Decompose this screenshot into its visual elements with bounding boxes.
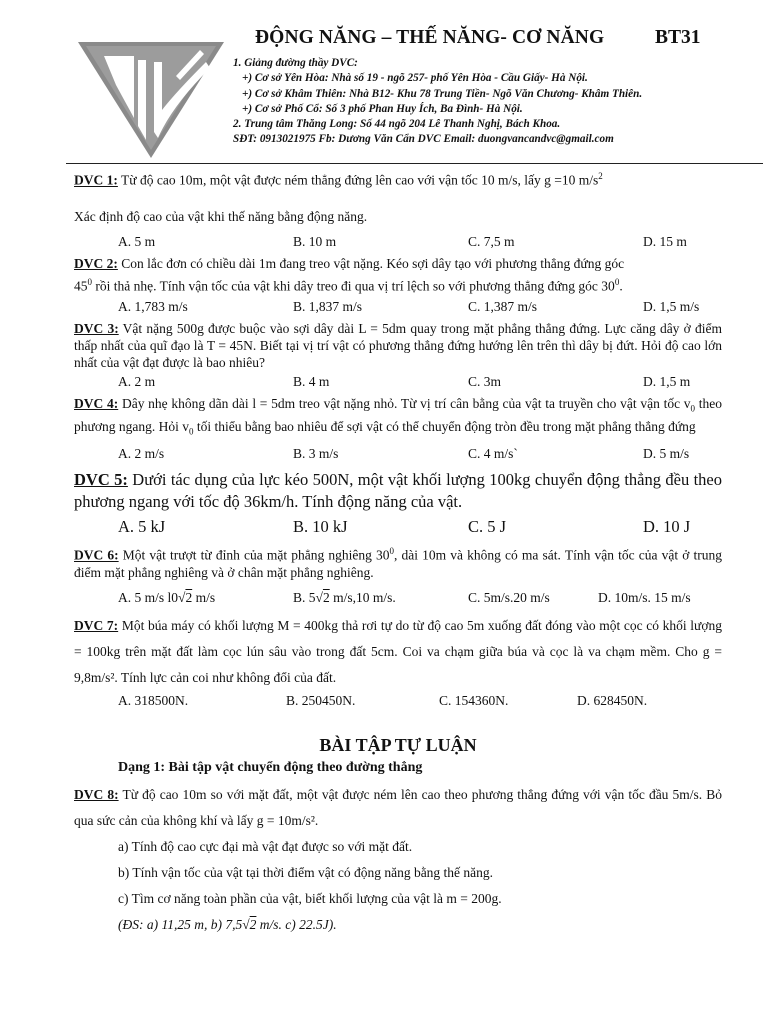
section-title: BÀI TẬP TỰ LUẬN xyxy=(319,734,477,755)
question-label: DVC 3: xyxy=(74,321,119,336)
options-row xyxy=(74,297,722,317)
option-d: D. 628450N. xyxy=(577,692,648,708)
option-c: C. 5m/s.20 m/s xyxy=(468,589,550,605)
question-8: DVC 8: Từ độ cao 10m so với mặt đất, một vật được ném lên cao theo phương thẳng đứng với vận tốc đầu 5m/s. Bỏ qua sức cản của không khí và lấy g = 10m/s². xyxy=(74,786,722,828)
header-line: +) Cơ sở Khâm Thiên: Nhà B12- Khu 78 Trung Tiền- Ngõ Văn Chương- Khâm Thiên. xyxy=(242,87,643,100)
question-label: DVC 6: xyxy=(74,547,119,563)
option-a: A. 5 m xyxy=(118,233,156,249)
question-8-part-b: b) Tính vận tốc của vật tại thời điểm vật có động năng bằng thế năng. xyxy=(118,864,494,880)
option-d: D. 10 J xyxy=(643,517,691,537)
option-b: B. 3 m/s xyxy=(293,446,339,462)
option-c: C. 7,5 m xyxy=(468,233,515,249)
dvc-logo-icon xyxy=(76,40,226,160)
header-line: 1. Giảng đường thầy DVC: xyxy=(233,57,358,69)
question-label: DVC 7: xyxy=(74,617,119,633)
question-8-part-a: a) Tính độ cao cực đại mà vật đạt được so với mặt đất. xyxy=(118,838,413,854)
option-a: A. 2 m/s xyxy=(118,446,165,462)
question-7: DVC 7: Một búa máy có khối lượng M = 400kg thả rơi tự do từ độ cao 5m xuống đất đóng vào một cọc có khối lượng = 100kg trên mặt đất làm cọc lún sâu vào trong đất 5cm. Coi va chạm giữa búa và cọc là va chạm mềm. Cho g = 9,8m/s². Tính lực cản coi như không đổi của đất. xyxy=(74,617,723,685)
option-b: B. 250450N. xyxy=(286,692,356,708)
options-row xyxy=(74,588,722,608)
option-b: B. 5√2 m/s,10 m/s. xyxy=(293,589,396,605)
option-d: D. 1,5 m/s xyxy=(643,299,700,314)
option-b: B. 1,837 m/s xyxy=(293,299,363,314)
option-c: C. 1,387 m/s xyxy=(468,299,538,314)
question-1: DVC 1: Từ độ cao 10m, một vật được ném thẳng đứng lên cao với vận tốc 10 m/s, lấy g =10 $m/s^2$ xyxy=(74,171,603,188)
exercise-code: BT31 xyxy=(655,27,701,48)
question-list xyxy=(74,168,722,938)
question-text-cont: Xác định độ cao của vật khi thế năng bằng động năng. xyxy=(74,208,368,224)
header-line: 2. Trung tâm Thăng Long: Số 44 ngõ 204 Lê Thanh Nghị, Bách Khoa. xyxy=(233,118,561,131)
section-subtitle: Dạng 1: Bài tập vật chuyển động theo đường thẳng xyxy=(118,759,423,775)
question-label: DVC 2: xyxy=(74,255,118,271)
options-row xyxy=(74,444,722,464)
question-8-part-c: c) Tìm cơ năng toàn phần của vật, biết khối lượng của vật là m = 200g. xyxy=(118,890,502,906)
question-6: DVC 6: Một vật trượt từ đỉnh của mặt phẳng nghiêng $30^0$, dài 10m và không có ma sát. Tính vận tốc của vật ở trung điểm mặt phẳng nghiêng và ở chân mặt phẳng nghiêng. xyxy=(74,546,722,580)
question-label: DVC 1: xyxy=(74,172,118,188)
options-row xyxy=(74,232,722,252)
option-d: D. 1,5 m xyxy=(643,374,691,389)
question-3: DVC 3: Vật nặng 500g được buộc vào sợi dây dài L = 5dm quay trong mặt phẳng thẳng đứng. Lực căng dây ở điểm thấp nhất của quĩ đạo là T = 45N. Biết tại vị trí vật có phương thẳng đứng hướng lên trên thì dây bị đứt. Hỏi độ cao lớn nhất của vật đạt được là bao nhiêu? xyxy=(74,321,722,370)
option-c: C. 154360N. xyxy=(439,692,509,708)
option-d: D. 15 m xyxy=(643,233,687,249)
header-divider xyxy=(66,163,763,164)
option-a: A. 5 kJ xyxy=(118,517,166,537)
option-b: B. 10 kJ xyxy=(293,517,348,537)
header-line: +) Cơ sở Yên Hòa: Nhà số 19 - ngõ 257- phố Yên Hòa - Cầu Giấy- Hà Nội. xyxy=(242,72,588,85)
option-a: A. 5 m/s l0√2 m/s xyxy=(118,589,216,605)
document-title: ĐỘNG NĂNG – THẾ NĂNG- CƠ NĂNG xyxy=(255,27,605,48)
option-a: A. 318500N. xyxy=(118,692,189,708)
option-c: C. 5 J xyxy=(468,517,507,537)
question-8-answer: (ĐS: a) 11,25 m, b) 7,5√2 m/s. c) 22.5J). xyxy=(118,916,337,932)
question-text: Từ độ cao 10m, một vật được ném thẳng đứng lên cao với vận tốc 10 m/s, lấy g =10 m/s xyxy=(121,172,599,188)
header-contact: SĐT: 0913021975 Fb: Dương Văn Cẩn DVC Email: duongvancandvc@gmail.com xyxy=(233,133,614,146)
option-b: B. 4 m xyxy=(293,374,330,389)
question-2: DVC 2: Con lắc đơn có chiều dài 1m đang treo vật nặng. Kéo sợi dây tạo với phương thẳng đứng góc $45^0$ rồi thả nhẹ. Tính vận tốc của vật khi dây treo đi qua vị trí lệch so với phương thẳng đứng góc $30^0$. xyxy=(74,255,625,293)
options-row xyxy=(74,691,722,711)
question-4: DVC 4: Dây nhẹ không dãn dài l = 5dm treo vật nặng nhỏ. Từ vị trí cân bằng của vật ta truyền cho vật vận tốc $v_0$ theo phương ngang. Hỏi $v_0$ tối thiểu bằng bao nhiêu để sợi vật có thể chuyển động tròn đều trong mặt phẳng thẳng đứng xyxy=(74,396,723,437)
option-a: A. 1,783 m/s xyxy=(118,299,188,314)
options-row xyxy=(74,372,722,392)
header-line: +) Cơ sở Phố Cổ: Số 3 phố Phan Huy Ích, Ba Đình- Hà Nội. xyxy=(242,102,523,115)
option-c: C. 3m xyxy=(468,374,502,389)
option-d: D. 10m/s. 15 m/s xyxy=(598,589,691,605)
option-c: C. 4 m/s` xyxy=(468,446,518,462)
question-5: DVC 5: Dưới tác dụng của lực kéo 500N, một vật khối lượng 100kg chuyển động thẳng đều theo phương ngang với tốc độ 36km/h. Tính động năng của vật. xyxy=(74,470,722,512)
question-label: DVC 8: xyxy=(74,786,119,802)
question-label: DVC 5: xyxy=(74,470,128,490)
option-a: A. 2 m xyxy=(118,374,156,389)
options-row xyxy=(74,516,722,538)
header-info xyxy=(233,56,642,148)
option-d: D. 5 m/s xyxy=(643,446,690,462)
option-b: B. 10 m xyxy=(293,233,337,249)
question-label: DVC 4: xyxy=(74,396,119,411)
